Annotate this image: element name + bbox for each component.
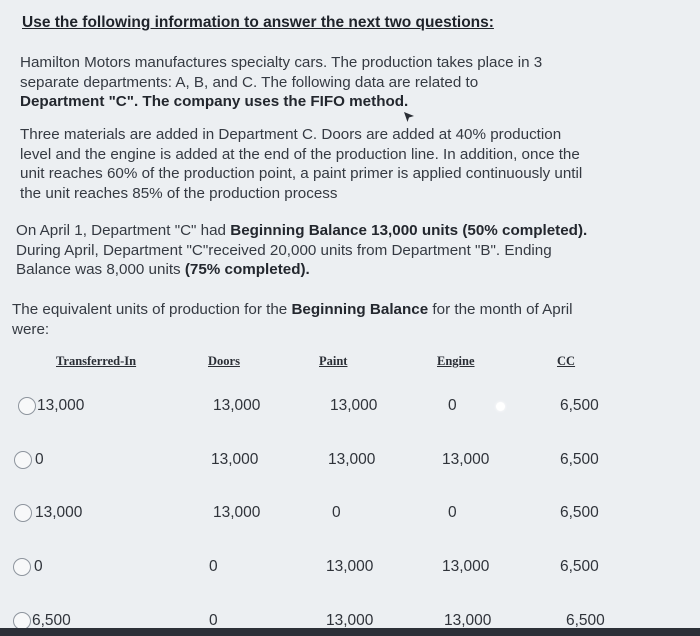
doors-value: 13,000 [213,504,261,521]
answer-option-5[interactable] [0,604,700,628]
col-header-cc: CC [557,354,576,368]
answer-option-4[interactable] [0,551,700,591]
intro-line-2: separate departments: A, B, and C. The following data are related to [20,73,479,91]
radio-button[interactable] [13,558,31,576]
mouse-cursor-icon [402,110,416,124]
transferred-in-value: 0 [34,558,43,575]
doors-value: 13,000 [211,451,259,468]
paint-value: 0 [332,504,341,521]
glare-spot [496,402,505,411]
paint-value: 13,000 [326,558,374,575]
question-line-1 [12,300,672,320]
intro-line-1: Hamilton Motors manufactures specialty cars. The production takes place in 3 [20,54,543,71]
paint-value: 13,000 [330,397,378,414]
materials-line-1: Three materials are added in Department C. Doors are added at 40% production [20,126,562,143]
radio-button[interactable] [14,451,32,469]
col-header-doors: Doors [208,354,240,368]
paint-value: 13,000 [328,451,376,468]
col-header-transferred-in: Transferred-In [56,354,137,368]
engine-value: 13,000 [442,558,490,575]
question-line-1-end: for the month of April [428,301,573,318]
engine-value: 13,000 [442,451,490,468]
ending-completion: (75% completed). [184,261,310,278]
question-emphasis: Beginning Balance [291,301,429,318]
intro-method: FIFO method. [310,93,409,110]
bottom-edge-bar [0,628,700,636]
answer-option-1[interactable] [0,390,700,430]
intro-line-3 [20,92,680,112]
april-line-2: During April, Department "C"received 20,000 units from Department "B". Ending [16,241,552,259]
cc-value: 6,500 [560,397,599,414]
answer-option-3[interactable] [0,497,700,537]
radio-button[interactable] [13,612,31,628]
engine-value: 13,000 [444,612,492,628]
doors-value: 13,000 [213,397,261,414]
answer-option-2[interactable] [0,444,700,484]
paint-value: 13,000 [326,612,374,628]
april-line-1 [16,221,676,241]
materials-line-3: unit reaches 60% of the production point, a paint primer is applied continuously until [20,165,583,182]
question-line-1-start: The equivalent units of production for the [12,301,292,318]
cc-value: 6,500 [560,558,599,575]
materials-line-4: the unit reaches 85% of the production process [20,184,338,202]
transferred-in-value: 0 [35,451,44,468]
cc-value: 6,500 [560,451,599,468]
materials-paragraph [20,125,680,203]
col-header-engine: Engine [437,354,475,368]
april-line-1-start: On April 1, Department "C" had [16,222,231,239]
cc-value: 6,500 [560,504,599,521]
question-paragraph [12,300,672,339]
materials-line-2: level and the engine is added at the end of the production line. In addition, once the [20,145,580,163]
instructions-heading: Use the following information to answer the next two questions: [22,14,494,31]
doors-value: 0 [209,612,218,628]
doors-value: 0 [209,558,218,575]
transferred-in-value: 13,000 [35,504,83,521]
engine-value: 0 [448,504,457,521]
april-line-3 [16,260,676,280]
transferred-in-value: 13,000 [37,397,85,414]
april-paragraph [16,221,676,280]
april-line-3-start: Balance was 8,000 units [16,261,185,278]
cc-value: 6,500 [566,612,605,628]
radio-button[interactable] [14,504,32,522]
col-header-paint: Paint [319,354,348,368]
transferred-in-value: 6,500 [32,612,71,628]
intro-line-3-start: Department "C". The company uses the [20,93,311,110]
question-line-2: were: [12,320,50,338]
radio-button[interactable] [18,397,36,415]
beginning-balance: Beginning Balance 13,000 units (50% completed). [230,222,588,239]
engine-value: 0 [448,397,457,414]
intro-paragraph [20,53,680,112]
